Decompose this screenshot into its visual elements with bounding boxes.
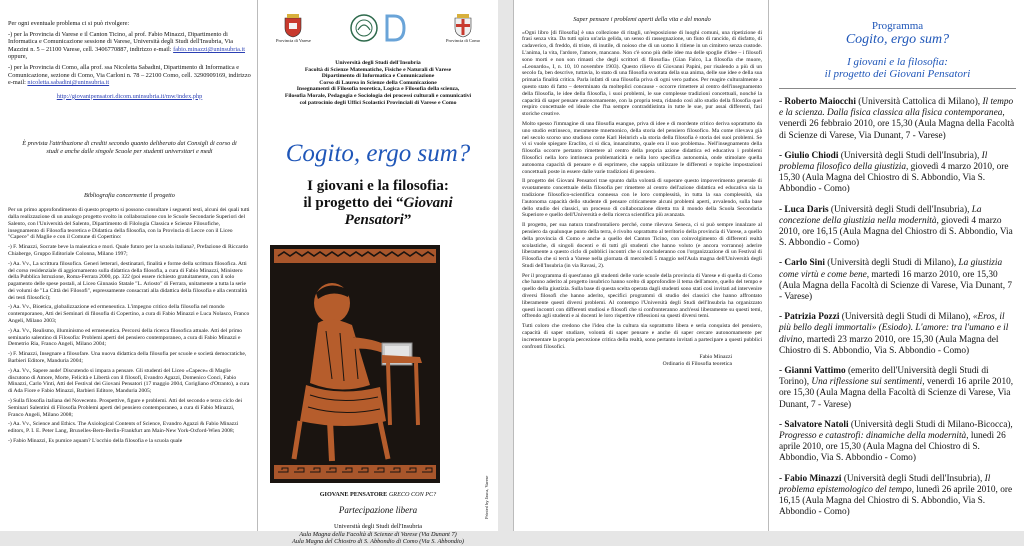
speaker-name: - Carlo Sini: [779, 258, 825, 269]
institution-block: [270, 60, 486, 106]
subtitle: [270, 178, 486, 229]
bibliography-item: -) Sulla filosofia italiana del Novecento. Prospettive, figure e problemi. Atti del secondo e terzo ciclo dei Seminari Salentini di Filosofia Problemi aperti del pensiero contemporaneo, a cura di Fabio Minazzi, Franco Angeli, Milano 2008;: [8, 398, 243, 418]
talk-title: Il tempo e la scienza. Dalla fisica classica alla fisica contemporanea: [779, 97, 1014, 119]
speaker-affiliation: (Università degli Studi di Milano-Bicocca),: [848, 419, 1013, 430]
speaker-name: - Fabio Minazzi: [779, 473, 842, 484]
talk-details: , giovedì 4 marzo 2010, ore 15,30 (Aula Magna del Chiostro di S. Abbondio, Via S. Abbondio - Como): [779, 162, 1009, 195]
talk-details: , martedì 16 marzo 2010, ore 15,30 (Aula Magna della Facoltà di Scienze di Varese, Via Dunant, 7 - Varese): [779, 269, 1012, 303]
speaker-affiliation: (Università degli Studi dell'Insubria),: [828, 204, 972, 215]
provincia-varese-logo: [276, 14, 311, 43]
signature-role: Ordinario di Filosofia teoretica: [662, 361, 732, 368]
image-caption: [270, 491, 486, 498]
brochure-panel-contacts: [0, 0, 258, 531]
talk-title: Il problema epistemologico del tempo: [779, 473, 991, 495]
programme-item: [779, 366, 1016, 411]
talk-details: , venerdì 26 febbraio 2010, ore 15,30 (Aula Magna della Facoltà di Scienze di Varese, Via Dunant, 7 - Varese): [779, 108, 1015, 141]
bibliography-item: -) Fabio Minazzi, Es pumice aquam? L'occhio della filosofia e la scuola quale: [8, 438, 183, 445]
institution-line: Filosofia Morale, Pedagogia e Sociologia dei processi culturali e comunicativi: [284, 92, 472, 99]
talk-title: Il problema filosofico della giustizia: [779, 150, 988, 173]
institution-line: Facoltà di Scienze Matematiche, Fisiche e Naturali di Varese: [304, 66, 452, 73]
programme-item: [779, 97, 1016, 142]
signature-name: Fabio Minazzi: [699, 354, 732, 361]
credits-note: È prevista l'attribuzione di crediti secondo quanto deliberato dai Consigli di corso di studi e anche dalle singole Scuole per studenti universitari e medi: [22, 140, 237, 155]
intro-paragraph: Il progetto, per sua natura transfrontaliero perché, come rilevava Seneca, ci si può sempre innalzare al pensiero da qualunque punto della terra, è rivolto soprattutto al territorio della provincia di Varese, a quello della provincia di Como e anche a quello del Canton Ticino, con coinvolgimento di differenti realtà scolastiche, di singoli docenti e di tutti gli studenti che hanno voluto (e ancora vorranno) aderire liberamente a questo ciclo di pubblici incontri che si concluderanno con l'organizzazione di un Festival di Filosofia che si terrà a Varese nella giornata di mercoledì 5 maggio nell'Aula magna dell'Università degli Studi dell'Insubria (in via Ravasi, 2).: [522, 222, 762, 269]
insubria-seal-icon: [350, 14, 378, 42]
speaker-name: - Salvatore Natoli: [779, 419, 849, 430]
bibliography-item: -) Aa. Vv., Science and Ethics. The Axiological Contents of Science, Evandro Agazzi & Fabio Minazzi editors, P. I. E. Peter Lang, Bruxelles-Bern-Berlin-Frankfurt am Main-New York-Oxford-Wien 2008;: [8, 421, 239, 435]
varese-logo-label: Provincia di Varese: [276, 38, 311, 43]
programme-subtitle-1: I giovani e la filosofia:: [847, 56, 948, 68]
talk-details: , venerdì 16 aprile 2010, ore 15,30 (Aula Magna della Facoltà di Scienze di Varese, Via Dunant, 7 - Varese): [779, 377, 1014, 410]
como-logo-label: Provincia di Como: [445, 38, 480, 43]
intro-paragraph: Il progetto dei Giovani Pensatori trae spunto dalla volontà di superare questo impoverimento generale di svuotamento concettuale della filosofia per rimettere al centro dell'azione didattica ed educativa sia la tradizione filosofico-scientifica connessa con le loro complessità, in tutta la sua complessità, sia l'autonoma capacità dello studente di pensare criticamente alcuni problemi aperti, avvalendo, sulla base dello studio dei classici, un processo di collaborazione diretta tra il mondo della Scuola Secondaria Superiore e quello dell'Università e della ricerca scientifica più avanzata.: [522, 178, 762, 219]
programme-item: [779, 258, 1016, 303]
intro-paragraph: «Ogni libro [di filosofia] è una collezione di ritagli, un'esposizione di luoghi comuni, una ripetizione di frasi senza vita. Da tutti spira un'aria gelida, un senso di rassegnazione, un fiuto di rancido, di disfatto, di cadaverico, di freddo, di triste, di inutile, di noioso che di un uomo li ritiene in un cimitero senza custode. L'anima, la vita, l'ardore, l'amore, mancano. Non c'è sono più delle idee ma delle spoglie d'idee – i filosofi sono morti e non son rimasti che degli scrittori di filosofia» (Gian Falco, La filosofia che muore, «Leonardo», I, n. 10, 10 novembre 1903). Questo rilievo di Giovanni Papini, pur risalendo a più di un secolo fa, ben descrive, tuttavia, lo stato di una filosofia svuotata della sua anima, delle sue idee e della sua primaria finalità critica. Parla infatti di una filosofia priva di ogni vero pathos. Per reagire culturalmente a questo stato di fatto – determinato da molteplici concause - occorre rimettere al centro dell'insegnamento della filosofia, le idee della filosofia, i suoi problemi, le sue complesse tradizioni concettuali, nonché la capacità di saper pensare autonomamente, con la propria testa, ridando così allo studio della filosofia quel respiro concettuale ed ideale che l'ha sempre contraddistinta in tutte le sue, pur assai differenti, fasi storiche creative.: [522, 29, 762, 118]
programme-list: [779, 97, 1016, 519]
email-link-sabadini[interactable]: nicoletta.sabadini@uninsubria.it: [27, 79, 110, 87]
programme-title: Cogito, ergo sum?: [845, 32, 950, 47]
venue-line: Aula Magna della Facoltà di Scienze di Varese (Via Dunant 7): [299, 530, 457, 538]
institution-line: Insegnamenti di Filosofia teoretica, Logica e Filosofia della scienza,: [296, 86, 460, 93]
caption-italic: GRECO CON PC?: [388, 491, 437, 499]
talk-title: La giustizia come virtù e come bene: [779, 258, 1003, 280]
participation-note: Partecipazione libera: [338, 505, 418, 516]
venue-block: [270, 523, 486, 546]
programme-item: [779, 312, 1016, 357]
speaker-affiliation: (Università degli Studi dell'Insubria),: [841, 473, 985, 484]
contact-como: [8, 64, 251, 87]
printer-credit: Printed by Jasca, Varese: [484, 475, 489, 519]
main-title: Cogito, ergo sum?: [285, 140, 471, 168]
bibliography-item: -) Aa. Vv., La scrittura filosofica. Generi letterari, destinatari, finalità e forme della scrittura filosofica. Atti del corso residenziale di aggiornamento sulla didattica della filosofia, a cura di Fabio Minazzi, Ministero della Pubblica Istruzione, Roma-Ferrara 2000, pp. 322 (poi essere richiesto gratuitamente, con il solo pagamento delle spese postali, al Liceo Ginnasio Statale "L. Ariosto" di Ferrara, unitamente a tutta la serie dei volumi de "La Città dei Filosofi", espressamente consacrati alla didattica della filosofia e alla centralità dei testi filosofici);: [8, 260, 248, 301]
varese-crest-icon: [283, 14, 303, 38]
dipartimento-d-icon: [384, 14, 406, 42]
intro-paragraph: Molto spesso l'immagine di una filosofia esangue, priva di idee e di mordente critico deriva soprattutto da uno studio estrinseco, meramente mnemonico, della storia del pensiero filosofico. Ma come rilevava già nel secolo scorso uno studioso come Karl Heinrich «la storia della filosofia è storia dei suoi problemi. Se vi si vuole spiegare Eraclito, ci si dica, innanzitutto, quale era il suo problema». Nell'insegnamento della filosofia occorre pertanto rimettere al centro della propria azione didattica ed educativa i problemi filosofici nella loro intrinseca problematicità e nella loro specifica autonomia, onde stimolare quella autonoma capacità di pensare e di esprimere, che sappia utilizzare le differenti e topiche impostazioni concettuali poste in essere dalle varie tradizioni di pensiero.: [522, 120, 762, 175]
bibliography-item: -) Aa. Vv., Sapere aude! Discutendo si impara a pensare. Gli studenti del Liceo «Capece» di Maglie discutono di Amore, Morte, Felicità e Libertà con il filosofi, Evandro Agazzi, Domenico Conci, Fabio Minazzi, Carlo Vinti, Atti del Festival dei Giovani Pensatori (17 maggio 2004, Corigliano d'Otranto), a cura di Ada Fiore e Fabio Minazzi, Barbieri Editore, Manduria 2005;: [8, 367, 250, 395]
speaker-name: - Roberto Maiocchi: [779, 97, 856, 107]
subtitle-line2: [270, 195, 486, 229]
bibliography-title: Bibliografia concernente il progetto: [84, 191, 175, 199]
brochure-panel-cover: [258, 0, 498, 546]
subtitle-line1: I giovani e la filosofia:: [307, 178, 449, 195]
talk-details: , giovedì 4 marzo 2010, ore 16,15 (Aula Magna del Chiostro di S. Abbondio, Via S. Abbondio - Como): [779, 215, 1013, 249]
contact-intro: Per ogni eventuale problema ci si può rivolgere:: [8, 20, 130, 27]
logo-row: [276, 14, 480, 58]
insubria-logo: [350, 14, 406, 42]
subtitle-italic: Giovani Pensatori: [344, 195, 453, 229]
speaker-name: - Luca Daris: [779, 204, 829, 215]
talk-title: La concezione della giustizia nella modernità: [779, 204, 982, 226]
bibliography-intro: Per un primo approfondimento di questo progetto si possono consultare i seguenti testi, alcuni dei quali tutti dalla realizzazione di un analogo progetto svolto in collaborazione con le Scuole Secondarie Superiori del Salento, con l'Università del Salento, Dipartimento di Filologia Classica e Scienze Filosofiche, insegnamento di Filosofia teoretica e Didattica della filosofia, con la Provincia di Lecce con il Liceo "Capece" di Maglie e con il Comune di Copertino:: [8, 207, 250, 241]
speaker-name: - Patrizia Pozzi: [779, 312, 840, 323]
intro-paragraph: Per il programma di quest'anno gli studenti delle varie scuole della provincia di Varese e di quella di Como che hanno aderito al progetto insubrico hanno scelto di approfondire il tema dell'amore, quello del tempo e quello della giustizia. Sulla base di questa scelta operata dagli studenti sono stati così invitati ad intervenire diversi filosofi che hanno aderito, specifici programmi di studio dei classici che hanno affrontato liberamente questi diversi problemi. Al contempo l'Università degli Studi dell'Insubria ha organizzato questi incontri con differenti studiosi e filosofi che si confronteranno anch'essi liberamente su questi temi, offrendo agli studenti e ai docenti le loro rispettive riflessioni su questi diversi temi.: [522, 272, 763, 320]
subtitle-suffix: ”: [403, 212, 412, 229]
como-crest-icon: [453, 14, 473, 38]
subtitle-prefix: il progetto dei “: [303, 195, 404, 212]
programme-heading: Programma: [871, 20, 924, 32]
talk-title: «Eros, il più bello degli immortali» (Esiodo). L'amore: tra l'umano e il divino: [779, 312, 1009, 345]
speaker-affiliation: (emerito dell'Università degli Studi di Torino),: [779, 366, 989, 388]
bibliography-item: -) Aa. Vv., Bioetica, globalizzazione ed ermeneutica. L'impegno critico della filosofia nel mondo contemporaneo, Atti dei Seminari di filosofia di Copertino, a cura di Fabio Minazzi e Luca Nolasco, Franco Angeli, Milano 2003;: [8, 304, 250, 325]
venue-line: Università degli Studi dell'Insubria: [333, 523, 423, 531]
intro-paragraph: Tutti coloro che credono che l'idea che la cultura sia soprattutto libera e seria conquista del pensiero, capacità di saper studiare, volontà di saper pensare e anche di saper cercare autonomamente per incrementare la propria percezione critica della realtà, sono pertanto invitati a partecipare a questi pubblici confronti filosofici.: [522, 323, 762, 350]
institution-line: Università degli Studi dell'Insubria: [335, 60, 421, 66]
email-link-minazzi[interactable]: fabio.minazzi@uninsubria.it: [173, 45, 245, 53]
contact-como-text: -) per la Provincia di Como, alla prof. ssa Nicoletta Sabadini, Dipartimento di Informatica e Comunicazione, sezione di Como, Via Carloni n. 78 – 22100 Como, cell. 3290909169, indirizzo e-mail:: [8, 63, 251, 87]
institution-line: Corso di Laurea in Scienze della Comunicazione: [319, 79, 437, 86]
speaker-name: - Giulio Chiodi: [779, 150, 839, 161]
talk-title: Una riflessione sui sentimenti: [811, 377, 923, 388]
greek-vase-image: [270, 245, 440, 483]
talk-details: , martedì 23 marzo 2010, ore 15,30 (Aula Magna del Chiostro di S. Abbondio, Via S. Abbondio - Como): [779, 334, 999, 356]
speaker-name: - Gianni Vattimo: [779, 366, 846, 377]
institution-line: Dipartimento di Informatica e Comunicazione: [321, 73, 435, 80]
caption-bold: GIOVANE PENSATORE: [319, 491, 388, 499]
divider: [779, 88, 1016, 89]
programme-item: [779, 151, 1016, 196]
brochure-panel-intro: [513, 0, 768, 531]
bibliography-item: -) F. Minazzi, Insegnare a filosofare. Una nuova didattica della filosofia per scuole e società democratiche, Barbieri Editore, Manduria 2004;: [8, 351, 247, 365]
website-link[interactable]: http://giovanipensatori.dicom.uninsubria.it/mw/index.php: [56, 92, 203, 100]
institution-line: col patrocinio degli Uffici Scolastici Provinciali di Varese e Como: [299, 99, 457, 106]
programme-header: [779, 20, 1016, 80]
speaker-affiliation: (Università degli Studi dell'Insubria),: [838, 150, 982, 161]
contact-varese-oppure: oppure,: [8, 53, 28, 61]
talk-details: , lunedì 26 aprile 2010, ore 15,30 (Aula Magna del Chiostro di S. Abbondio, Via S. Abbondio - Como): [779, 431, 1006, 464]
speaker-affiliation: (Università degli Studi di Milano),: [824, 258, 959, 269]
programme-item: [779, 420, 1016, 465]
venue-line: Aula Magna del Chiostro di S. Abbondio di Como (Via S. Abbondio): [291, 538, 465, 546]
bibliography-item: -) F. Minazzi, Socrate beve la maieutica e mori. Quale futuro per la scuola italiana?, Prefazione di Riccardo Chiaberge, Gruppo Editoriale Colonna, Milano 1997;: [8, 244, 249, 257]
speaker-affiliation: (Università Cattolica di Milano),: [855, 97, 983, 107]
bibliography-item: -) Aa. Vv., Realismo, illuminismo ed ermeneutica. Percorsi della ricerca filosofica attuale. Atti del primo seminario salentino di Filosofia: Problemi aperti del pensiero contemporaneo, a cura di Fabio Minazzi e Demetrio Ria, Franco Angeli, Milano 2004;: [8, 327, 243, 348]
provincia-como-logo: [446, 14, 480, 43]
intro-header: Saper pensare i problemi aperti della vita e del mondo: [573, 16, 711, 23]
talk-title: Progresso e catastrofi: dinamiche della modernità: [779, 431, 967, 442]
signature: [522, 354, 762, 368]
programme-item: [779, 205, 1016, 250]
programme-subtitle-2: il progetto dei Giovani Pensatori: [824, 68, 971, 80]
talk-details: , lunedì 26 aprile 2010, ore 16,15 (Aula Magna del Chiostro di S. Abbondio, Via S. Abbondio - Como): [779, 484, 1013, 518]
brochure-panel-programme: [768, 0, 1024, 531]
programme-item: [779, 474, 1016, 519]
contact-varese: [8, 31, 251, 61]
contact-varese-text: -) per la Provincia di Varese e il Canton Ticino, al prof. Fabio Minazzi, Dipartimento di Informatica e Comunicazione sessione di Varese, Università degli Studi dell'Insubria, Via Mazzini n. 5 – 21100 Varese, cell. 3406770887, indirizzo e-mail:: [8, 30, 234, 53]
speaker-affiliation: (Università degli Studi di Milano),: [839, 312, 973, 323]
